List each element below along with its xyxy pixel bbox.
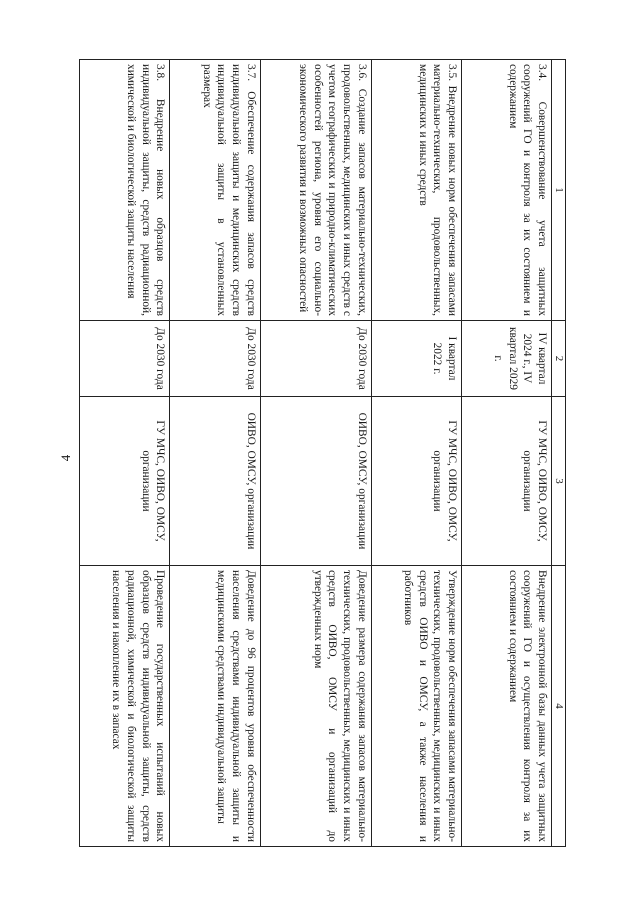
- table-row: [461, 60, 551, 847]
- measures-table: [79, 59, 566, 847]
- result-cell: Доведение до 96 процентов уровня обеспеченности населения средствами индивидуальной защиты и медицинскими средствами индивидуальной защиты: [170, 566, 260, 847]
- executors-cell: ГУ МЧС, ОИВО, ОМСУ, организации: [80, 397, 170, 566]
- table-row: [170, 60, 260, 847]
- result-cell: Проведение государственных испытаний новых образцов средств индивидуальной защиты, средств радиационной, химической и биологической защиты населения и накопление их в запасах: [80, 566, 170, 847]
- page-number: 4: [58, 454, 73, 462]
- result-cell: Утверждение норм обеспечения запасами материально-технических, продовольственных, медицинских и иных средств ОИВО и ОМСУ, а также населения и работников: [371, 566, 461, 847]
- column-header: 2: [552, 321, 566, 397]
- deadline-cell: До 2030 года: [260, 321, 371, 397]
- column-header: 3: [552, 397, 566, 566]
- measure-cell: 3.4. Совершенствование учета защитных сооружений ГО и контроля за их состоянием и содержанием: [461, 60, 551, 321]
- measure-cell: 3.7. Обеспечение содержания запасов средств индивидуальной защиты и медицинских средств индивидуальной защиты в установленных размерах: [170, 60, 260, 321]
- deadline-cell: IV квартал 2024 г., IV квартал 2029 г.: [461, 321, 551, 397]
- deadline-cell: I квартал 2022 г.: [371, 321, 461, 397]
- column-header: 1: [552, 60, 566, 321]
- executors-cell: ОИВО, ОМСУ, организации: [170, 397, 260, 566]
- result-cell: Внедрение электронной базы данных учета защитных сооружений ГО и осуществления контроля за их состоянием и содержанием: [461, 566, 551, 847]
- measure-cell: 3.5. Внедрение новых норм обеспечения запасами материально-технических, продовольственных, медицинских и иных средств: [371, 60, 461, 321]
- measure-cell: 3.8. Внедрение новых образцов средств индивидуальной защиты, средств радиационной, химической и биологической защиты населения: [80, 60, 170, 321]
- table-row: [260, 60, 371, 847]
- header-row: [552, 60, 566, 847]
- executors-cell: ГУ МЧС, ОИВО, ОМСУ, организации: [371, 397, 461, 566]
- rotated-table-container: [79, 59, 566, 846]
- deadline-cell: До 2030 года: [80, 321, 170, 397]
- table-row: [80, 60, 170, 847]
- column-header: 4: [552, 566, 566, 847]
- result-cell: Доведение размера содержания запасов материально-технических, продовольственных, медицинских и иных средств ОИВО, ОМСУ и организаций до утвержденных норм: [260, 566, 371, 847]
- table-row: [371, 60, 461, 847]
- executors-cell: ОИВО, ОМСУ, организации: [260, 397, 371, 566]
- deadline-cell: До 2030 года: [170, 321, 260, 397]
- executors-cell: ГУ МЧС, ОИВО, ОМСУ, организации: [461, 397, 551, 566]
- measure-cell: 3.6. Создание запасов материально-технических, продовольственных, медицинских и иных средств с учетом географических и природно-климатических особенностей региона, уровня его социально-экономического развития и возможных опасностей: [260, 60, 371, 321]
